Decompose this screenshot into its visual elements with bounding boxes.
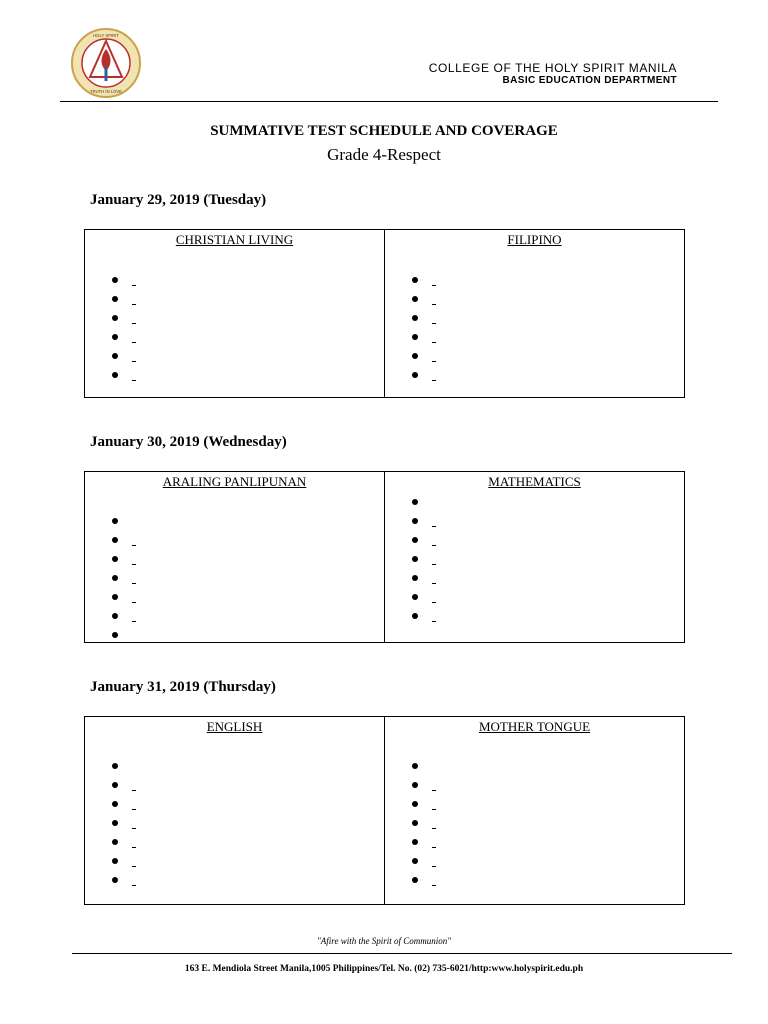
school-seal-logo (70, 27, 142, 99)
subject-table (84, 471, 685, 643)
blank-dash (432, 380, 436, 381)
coverage-list (412, 756, 436, 889)
footer-divider (72, 953, 732, 954)
coverage-item (412, 851, 436, 870)
blank-dash (432, 304, 436, 305)
coverage-item (412, 832, 436, 851)
bullet-icon (112, 877, 118, 883)
blank-dash (132, 828, 136, 829)
coverage-item (112, 775, 136, 794)
blank-dash (132, 621, 136, 622)
bullet-icon (112, 613, 118, 619)
bullet-icon (112, 839, 118, 845)
blank-dash (132, 323, 136, 324)
department-name: BASIC EDUCATION DEPARTMENT (502, 75, 677, 86)
coverage-item (112, 549, 136, 568)
coverage-item (112, 870, 136, 889)
organization-header (429, 61, 677, 87)
bullet-icon (112, 820, 118, 826)
coverage-item (112, 756, 136, 775)
coverage-item (412, 587, 436, 606)
bullet-icon (112, 858, 118, 864)
bullet-icon (112, 594, 118, 600)
bullet-icon (412, 296, 418, 302)
bullet-icon (412, 277, 418, 283)
blank-dash (132, 564, 136, 565)
coverage-item (412, 327, 436, 346)
footer-motto: "Afire with the Spirit of Communion" (317, 936, 451, 946)
subject-column (384, 717, 684, 904)
blank-dash (132, 866, 136, 867)
bullet-icon (112, 575, 118, 581)
coverage-item (112, 606, 136, 625)
bullet-icon (112, 372, 118, 378)
bullet-icon (412, 518, 418, 524)
coverage-item (112, 530, 136, 549)
bullet-icon (412, 372, 418, 378)
blank-dash (432, 847, 436, 848)
blank-dash (132, 583, 136, 584)
coverage-item (112, 851, 136, 870)
subject-column (85, 230, 384, 397)
blank-dash (432, 621, 436, 622)
subject-heading: FILIPINO (507, 232, 562, 247)
bullet-icon (112, 277, 118, 283)
blank-dash (132, 342, 136, 343)
blank-dash (132, 545, 136, 546)
svg-text:HOLY SPIRIT: HOLY SPIRIT (93, 33, 119, 38)
bullet-icon (112, 763, 118, 769)
blank-dash (132, 790, 136, 791)
coverage-item (412, 756, 436, 775)
footer-address: 163 E. Mendiola Street Manila,1005 Philippines/Tel. No. (02) 735-6021/http:www.holyspirit.edu.ph (184, 964, 584, 974)
subject-heading: MATHEMATICS (488, 474, 581, 489)
bullet-icon (112, 518, 118, 524)
bullet-icon (412, 315, 418, 321)
coverage-item (112, 794, 136, 813)
document-subtitle: Grade 4-Respect (327, 145, 441, 164)
subject-heading: CHRISTIAN LIVING (175, 232, 294, 247)
coverage-item (112, 365, 136, 384)
coverage-item (412, 492, 436, 511)
coverage-item (412, 270, 436, 289)
coverage-item (412, 775, 436, 794)
schedule-date: January 29, 2019 (Tuesday) (90, 192, 267, 208)
coverage-item (112, 308, 136, 327)
bullet-icon (412, 613, 418, 619)
coverage-item (412, 530, 436, 549)
subject-heading: ARALING PANLIPUNAN (162, 474, 307, 489)
blank-dash (432, 790, 436, 791)
bullet-icon (412, 556, 418, 562)
header-divider (60, 101, 718, 102)
subject-column (384, 230, 684, 397)
schedule-date: January 30, 2019 (Wednesday) (90, 434, 287, 450)
coverage-item (112, 289, 136, 308)
coverage-item (412, 346, 436, 365)
subject-table (84, 229, 685, 398)
bullet-icon (112, 296, 118, 302)
blank-dash (432, 342, 436, 343)
coverage-item (412, 568, 436, 587)
blank-dash (132, 285, 136, 286)
subject-column (85, 472, 384, 642)
bullet-icon (112, 782, 118, 788)
coverage-item (412, 794, 436, 813)
document-title: SUMMATIVE TEST SCHEDULE AND COVERAGE (210, 123, 558, 139)
blank-dash (432, 526, 436, 527)
bullet-icon (412, 763, 418, 769)
coverage-item (112, 568, 136, 587)
bullet-icon (412, 839, 418, 845)
bullet-icon (412, 801, 418, 807)
blank-dash (432, 583, 436, 584)
coverage-item (412, 308, 436, 327)
blank-dash (432, 361, 436, 362)
schedule-date: January 31, 2019 (Thursday) (90, 679, 276, 695)
blank-dash (432, 285, 436, 286)
bullet-icon (412, 334, 418, 340)
bullet-icon (412, 537, 418, 543)
bullet-icon (112, 801, 118, 807)
coverage-list (412, 270, 436, 384)
bullet-icon (412, 575, 418, 581)
coverage-item (412, 813, 436, 832)
blank-dash (432, 564, 436, 565)
bullet-icon (112, 556, 118, 562)
coverage-item (412, 365, 436, 384)
subject-column (384, 472, 684, 642)
blank-dash (432, 545, 436, 546)
subject-heading: MOTHER TONGUE (478, 719, 591, 734)
coverage-item (412, 289, 436, 308)
coverage-item (412, 870, 436, 889)
subject-table (84, 716, 685, 905)
blank-dash (132, 361, 136, 362)
blank-dash (132, 304, 136, 305)
bullet-icon (112, 632, 118, 638)
coverage-item (112, 587, 136, 606)
bullet-icon (412, 594, 418, 600)
coverage-list (112, 511, 136, 644)
coverage-item (112, 346, 136, 365)
blank-dash (132, 602, 136, 603)
bullet-icon (412, 499, 418, 505)
bullet-icon (412, 820, 418, 826)
svg-text:TRUTH IN LOVE: TRUTH IN LOVE (90, 89, 122, 94)
subject-column (85, 717, 384, 904)
blank-dash (432, 602, 436, 603)
coverage-item (112, 270, 136, 289)
blank-dash (432, 866, 436, 867)
blank-dash (132, 380, 136, 381)
subject-heading: ENGLISH (206, 719, 263, 734)
blank-dash (132, 885, 136, 886)
bullet-icon (112, 315, 118, 321)
coverage-list (112, 270, 136, 384)
bullet-icon (112, 353, 118, 359)
coverage-list (112, 756, 136, 889)
coverage-item (112, 327, 136, 346)
blank-dash (432, 323, 436, 324)
bullet-icon (112, 334, 118, 340)
coverage-item (412, 549, 436, 568)
bullet-icon (412, 858, 418, 864)
blank-dash (132, 809, 136, 810)
bullet-icon (412, 877, 418, 883)
bullet-icon (112, 537, 118, 543)
coverage-item (112, 625, 136, 644)
coverage-item (412, 606, 436, 625)
coverage-item (112, 832, 136, 851)
blank-dash (432, 885, 436, 886)
bullet-icon (412, 353, 418, 359)
bullet-icon (412, 782, 418, 788)
blank-dash (132, 847, 136, 848)
coverage-item (112, 511, 136, 530)
blank-dash (432, 828, 436, 829)
blank-dash (432, 809, 436, 810)
organization-name: COLLEGE OF THE HOLY SPIRIT MANILA (428, 61, 677, 75)
coverage-item (112, 813, 136, 832)
coverage-list (412, 492, 436, 625)
coverage-item (412, 511, 436, 530)
